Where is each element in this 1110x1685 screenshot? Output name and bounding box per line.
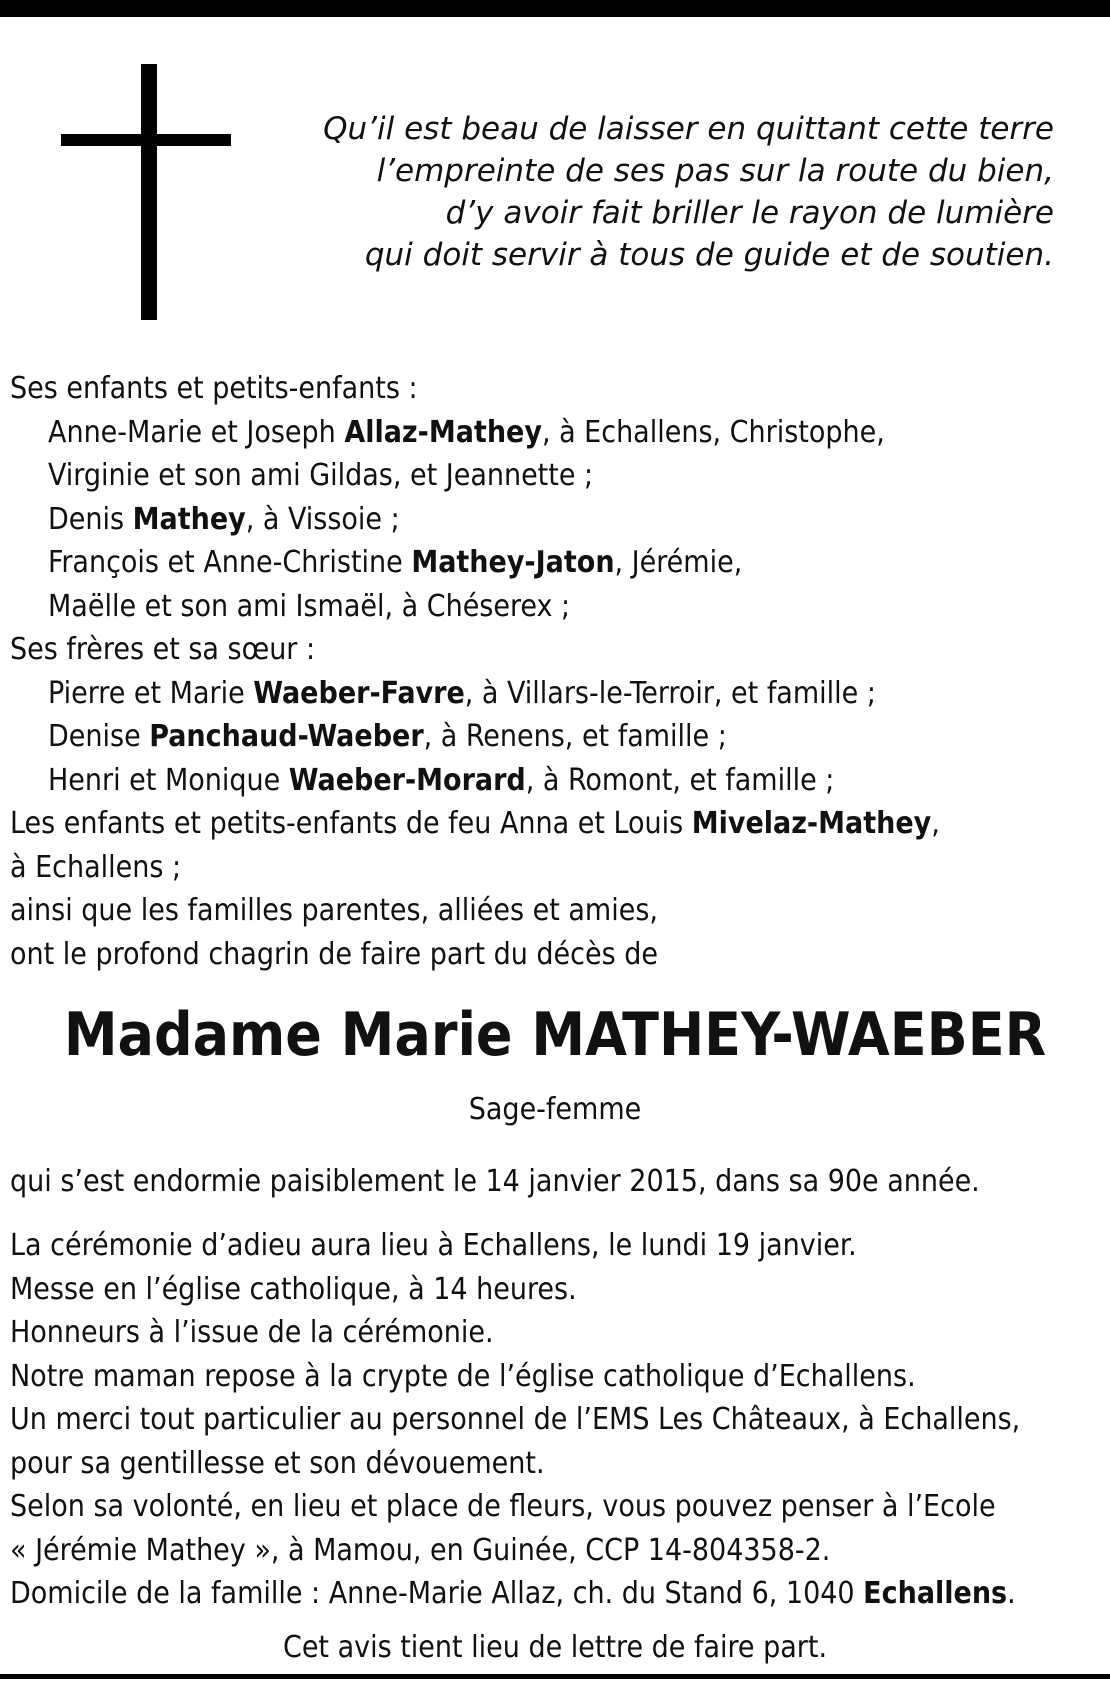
- family-line-text: , à Renens, et famille ;: [423, 719, 727, 754]
- family-line: [10, 715, 1105, 759]
- family-line: [10, 759, 1105, 803]
- family-line: [10, 802, 1105, 846]
- epigraph-line: l’empreinte de ses pas sur la route du bien,: [376, 153, 1054, 189]
- family-surname: Mivelaz-Mathey: [691, 806, 932, 841]
- ceremony-line: Honneurs à l’issue de la cérémonie.: [10, 1315, 494, 1350]
- family-line-text: , à Echallens, Christophe,: [541, 414, 885, 450]
- family-line: à Echallens ;: [10, 849, 182, 885]
- ceremony-line: « Jérémie Mathey », à Mamou, en Guinée, CCP 14-804358-2.: [10, 1532, 831, 1568]
- family-line-text: Les enfants et petits-enfants de feu Anna et Louis: [10, 806, 692, 841]
- announcement-line: ont le profond chagrin de faire part du décès de: [10, 936, 659, 972]
- ceremony-line: Selon sa volonté, en lieu et place de fleurs, vous pouvez penser à l’Ecole: [10, 1489, 996, 1524]
- bottom-border-rule: [0, 1674, 1110, 1679]
- family-surname: Waeber-Morard: [288, 762, 526, 798]
- ceremony-line: La cérémonie d’adieu aura lieu à Echallens, le lundi 19 janvier.: [10, 1228, 857, 1263]
- epigraph-poem: [294, 108, 1054, 276]
- cross-vertical-bar: [141, 64, 157, 320]
- top-border-rule: [0, 0, 1110, 17]
- family-surname: Mathey-Jaton: [411, 545, 615, 580]
- family-surname: Allaz-Mathey: [344, 414, 542, 450]
- family-surname: Panchaud-Waeber: [149, 719, 424, 754]
- ceremony-details: [10, 1224, 1105, 1616]
- address-text: Domicile de la famille : Anne-Marie Allaz, ch. du Stand 6, 1040: [10, 1576, 864, 1611]
- ceremony-line: Un merci tout particulier au personnel de l’EMS Les Châteaux, à Echallens,: [10, 1402, 1021, 1437]
- family-surname: Waeber-Favre: [253, 675, 465, 711]
- family-line-text: Denis: [48, 501, 133, 537]
- family-line: [10, 541, 1105, 585]
- family-line-text: , à Vissoie ;: [245, 501, 400, 537]
- children-heading: Ses enfants et petits-enfants :: [10, 371, 418, 406]
- deceased-profession: Sage-femme: [468, 1092, 642, 1127]
- epigraph-line: d’y avoir fait briller le rayon de lumière: [445, 195, 1054, 231]
- address-town: Echallens: [863, 1576, 1008, 1611]
- epigraph-line: qui doit servir à tous de guide et de soutien.: [364, 237, 1054, 273]
- family-line: [10, 498, 1105, 542]
- family-address-line: [10, 1572, 1105, 1616]
- family-surname: Mathey: [132, 501, 246, 537]
- address-text: .: [1007, 1576, 1016, 1611]
- family-line-text: , à Villars-le-Terroir, et famille ;: [464, 675, 876, 711]
- family-line: [10, 411, 1105, 455]
- family-list: [10, 367, 1105, 976]
- family-line-text: , Jérémie,: [614, 545, 743, 580]
- closing-note: Cet avis tient lieu de lettre de faire part.: [282, 1630, 828, 1665]
- family-line-text: Pierre et Marie: [48, 675, 254, 711]
- family-line-text: Anne-Marie et Joseph: [48, 414, 345, 450]
- family-line-text: Denise: [48, 719, 150, 754]
- family-line: Virginie et son ami Gildas, et Jeannette ;: [48, 458, 594, 493]
- family-line: ainsi que les familles parentes, alliées et amies,: [10, 893, 658, 928]
- family-line-text: ,: [931, 806, 940, 841]
- ceremony-line: pour sa gentillesse et son dévouement.: [10, 1445, 545, 1481]
- ceremony-line: Messe en l’église catholique, à 14 heures.: [10, 1271, 577, 1307]
- family-line-text: , à Romont, et famille ;: [525, 762, 835, 798]
- siblings-heading: Ses frères et sa sœur :: [10, 632, 316, 667]
- family-line: Maëlle et son ami Ismaël, à Chéserex ;: [48, 588, 571, 624]
- ceremony-line: Notre maman repose à la crypte de l’église catholique d’Echallens.: [10, 1358, 916, 1394]
- death-statement: qui s’est endormie paisiblement le 14 janvier 2015, dans sa 90e année.: [10, 1164, 980, 1199]
- family-line-text: Henri et Monique: [48, 762, 289, 798]
- cross-horizontal-bar: [61, 134, 231, 146]
- family-line: [10, 672, 1105, 716]
- family-line-text: François et Anne-Christine: [48, 545, 412, 580]
- epigraph-line: Qu’il est beau de laisser en quittant cette terre: [323, 111, 1054, 147]
- deceased-name: Madame Marie MATHEY-WAEBER: [63, 1000, 1047, 1070]
